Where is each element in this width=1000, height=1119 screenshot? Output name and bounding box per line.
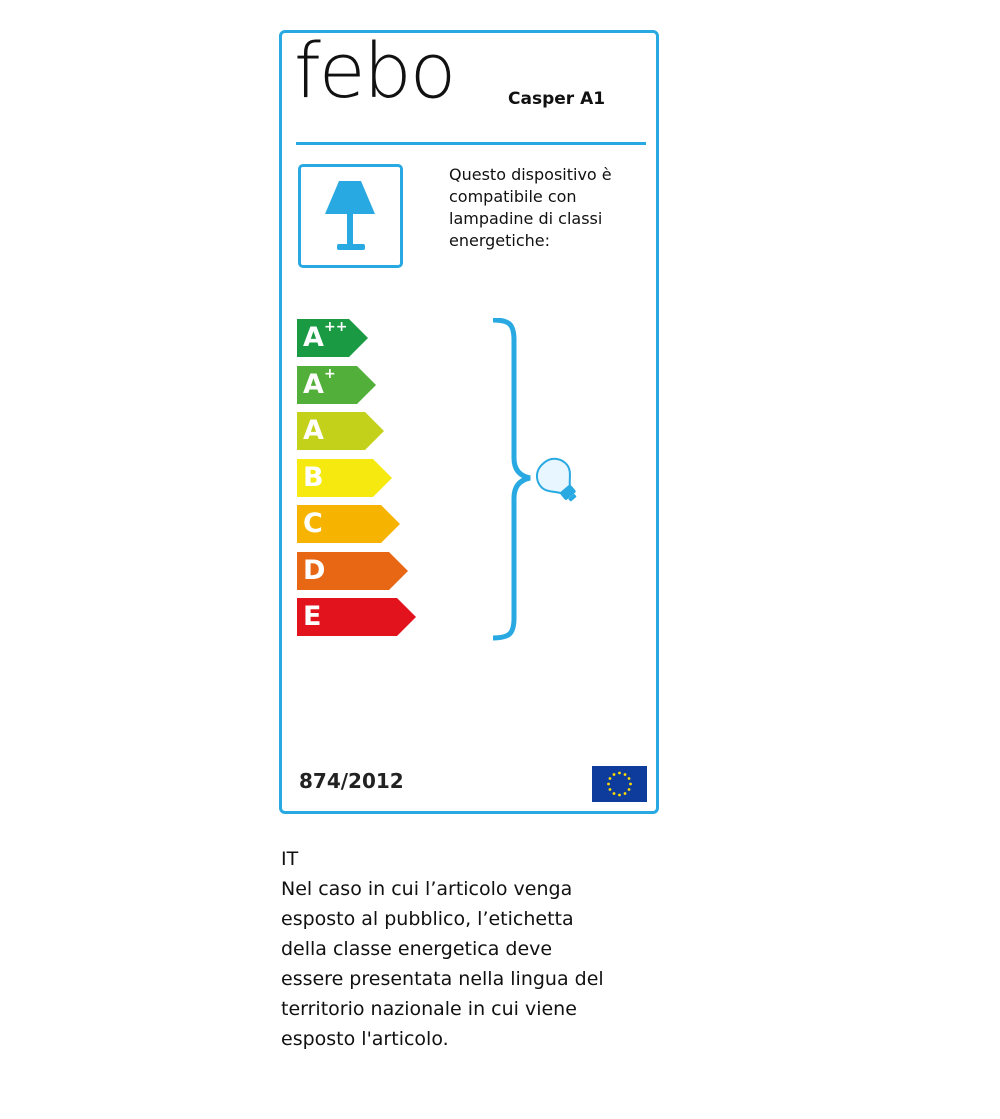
compatibility-text: Questo dispositivo è compatibile con lampadine di classi energetiche: [449, 165, 612, 250]
brand-logo: febo [294, 26, 455, 115]
note-line: territorio nazionale in cui viene [281, 998, 577, 1020]
header-divider [296, 142, 646, 145]
energy-class-e [297, 598, 416, 636]
energy-class-letter: A [303, 368, 324, 400]
energy-class-a-plus-plus [297, 319, 368, 357]
note-line: della classe energetica deve [281, 938, 553, 960]
energy-label [279, 26, 659, 814]
energy-class-letter: C [303, 508, 323, 539]
energy-class-superscript: ++ [324, 319, 348, 335]
energy-class-letter: D [303, 554, 326, 586]
energy-class-letter: B [303, 461, 324, 493]
energy-class-superscript: + [324, 365, 336, 382]
language-code: IT [281, 848, 299, 870]
energy-class-d [297, 552, 408, 590]
energy-class-c [297, 505, 400, 543]
energy-class-b [297, 459, 392, 497]
energy-class-letter: E [303, 601, 322, 632]
energy-class-letter: A [303, 415, 324, 446]
note-line: esposto al pubblico, l’etichetta [281, 908, 574, 930]
note-line: Nel caso in cui l’articolo venga [281, 878, 573, 900]
note-line: esposto l'articolo. [281, 1028, 449, 1050]
note-line: essere presentata nella lingua del [281, 968, 604, 990]
energy-class-a [297, 412, 384, 450]
energy-class-a-plus [297, 366, 376, 404]
language-note [281, 844, 701, 1054]
model-name: Casper A1 [508, 89, 606, 109]
table-lamp-icon [298, 164, 403, 268]
regulation-number: 874/2012 [299, 769, 404, 793]
energy-class-letter: A [303, 322, 324, 353]
class-range-bracket [493, 318, 613, 647]
light-bulb-icon [529, 453, 589, 513]
eu-flag-icon [592, 766, 647, 802]
